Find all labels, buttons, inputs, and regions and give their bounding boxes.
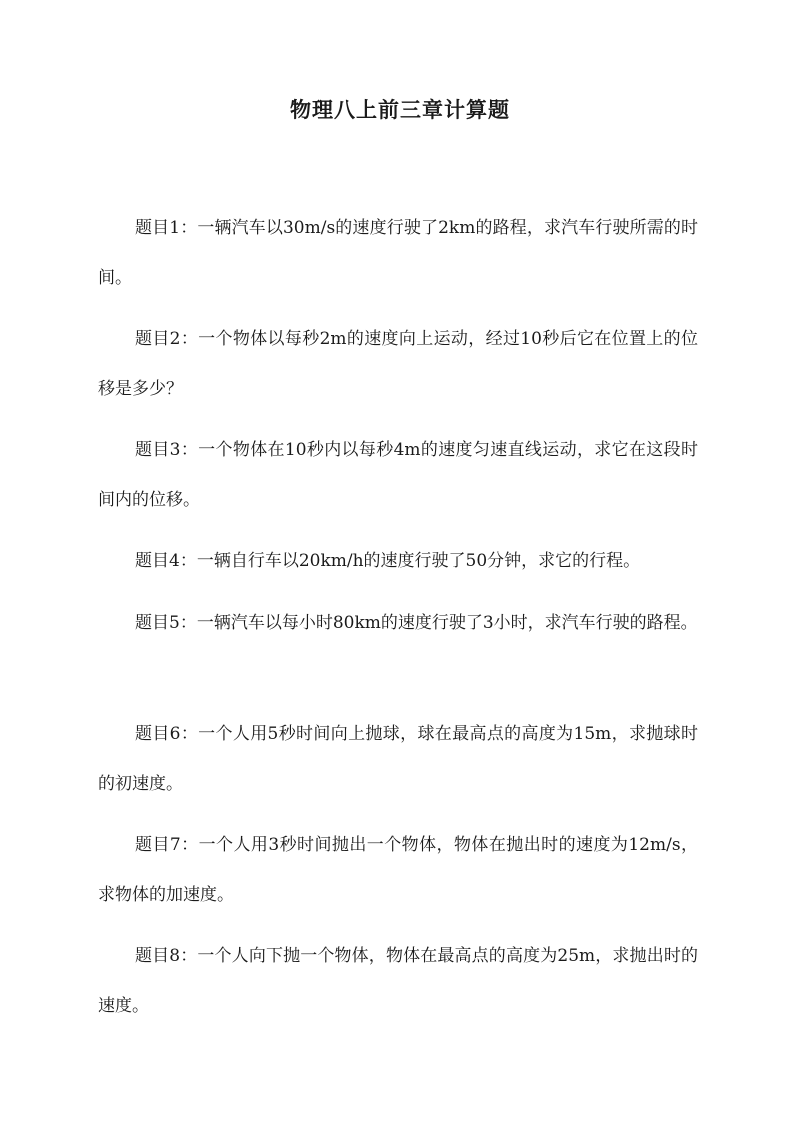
question-6: 题目6：一个人用5秒时间向上抛球，球在最高点的高度为15m，求抛球时的初速度。 (98, 724, 698, 794)
document-title: 物理八上前三章计算题 (290, 97, 510, 122)
question-3: 题目3：一个物体在10秒内以每秒4m的速度匀速直线运动，求它在这段时间内的位移。 (98, 440, 698, 510)
question-4: 题目4：一辆自行车以20km/h的速度行驶了50分钟，求它的行程。 (135, 551, 641, 571)
question-2: 题目2：一个物体以每秒2m的速度向上运动，经过10秒后它在位置上的位移是多少？ (98, 329, 698, 399)
question-8: 题目8：一个人向下抛一个物体，物体在最高点的高度为25m，求抛出时的速度。 (98, 946, 698, 1016)
question-1: 题目1：一辆汽车以30m/s的速度行驶了2km的路程，求汽车行驶所需的时间。 (98, 218, 698, 288)
question-5: 题目5：一辆汽车以每小时80km的速度行驶了3小时，求汽车行驶的路程。 (135, 613, 698, 633)
question-7: 题目7：一个人用3秒时间抛出一个物体，物体在抛出时的速度为12m/s，求物体的加速度。 (98, 835, 698, 905)
